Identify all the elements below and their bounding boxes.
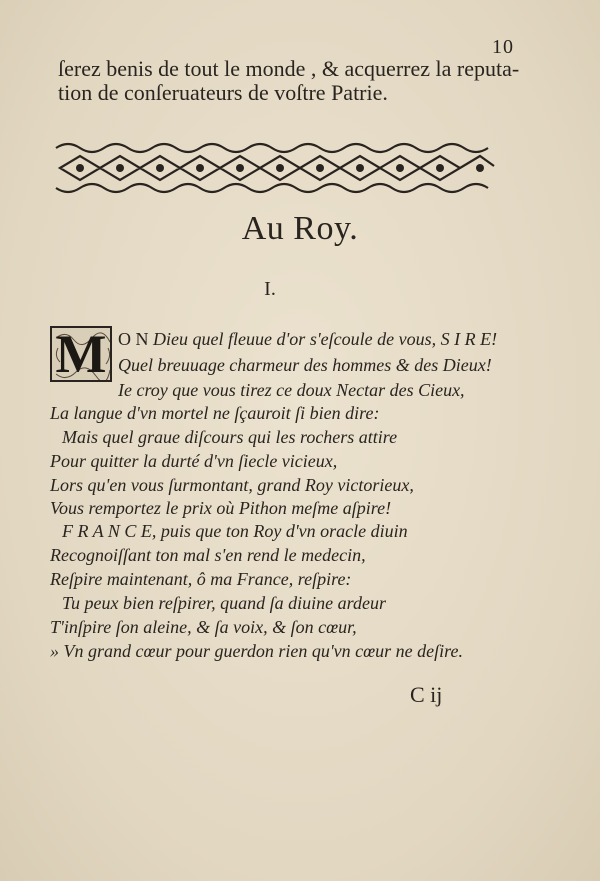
drop-cap [50,326,112,382]
decorative-band-ornament [52,140,500,196]
poem-heading: Au Roy. [241,210,359,247]
prose-line: tion de conſeruateurs de voſtre Patrie. [58,80,388,105]
page-number: 10 [492,36,514,58]
verse-line: Mais quel graue diſcours qui les rochers attire [62,427,398,447]
prose-line: ſerez benis de tout le monde , & acquerrez la reputa- [58,56,520,81]
signature-mark: C ij [410,682,443,707]
verse-line: Recognoiſſant ton mal s'en rend le medecin, [50,545,366,565]
verse-line: T'inſpire ſon aleine, & ſa voix, & ſon cœur, [50,617,357,637]
verse-line: Vous remportez le prix où Pithon meſme aſpire! [50,498,392,518]
verse-line: Quel breuuage charmeur des hommes & des Dieux! [118,355,492,375]
verse-line-text: Dieu quel fleuue d'or s'eſcoule de vous, S I R E! [148,329,498,349]
verse-line-1 [118,328,497,350]
verse-line: La langue d'vn mortel ne ſçauroit ſi bien dire: [50,403,380,423]
verse-line: Pour quitter la durté d'vn ſiecle vicieux, [50,451,338,471]
drop-cap-letter: M [55,326,107,382]
verse-line: F R A N C E, puis que ton Roy d'vn oracle diuin [62,521,408,541]
section-number: I. [264,278,276,300]
verse-line: » Vn grand cœur pour guerdon rien qu'vn cœur ne deſire. [50,641,463,661]
verse-line: Ie croy que vous tirez ce doux Nectar des Cieux, [118,380,465,400]
verse-line: Tu peux bien reſpirer, quand ſa diuine ardeur [62,593,386,613]
verse-line: Reſpire maintenant, ô ma France, reſpire: [50,569,352,589]
verse-line: Lors qu'en vous ſurmontant, grand Roy victorieux, [50,475,414,495]
verse-opening: O N [118,329,149,349]
